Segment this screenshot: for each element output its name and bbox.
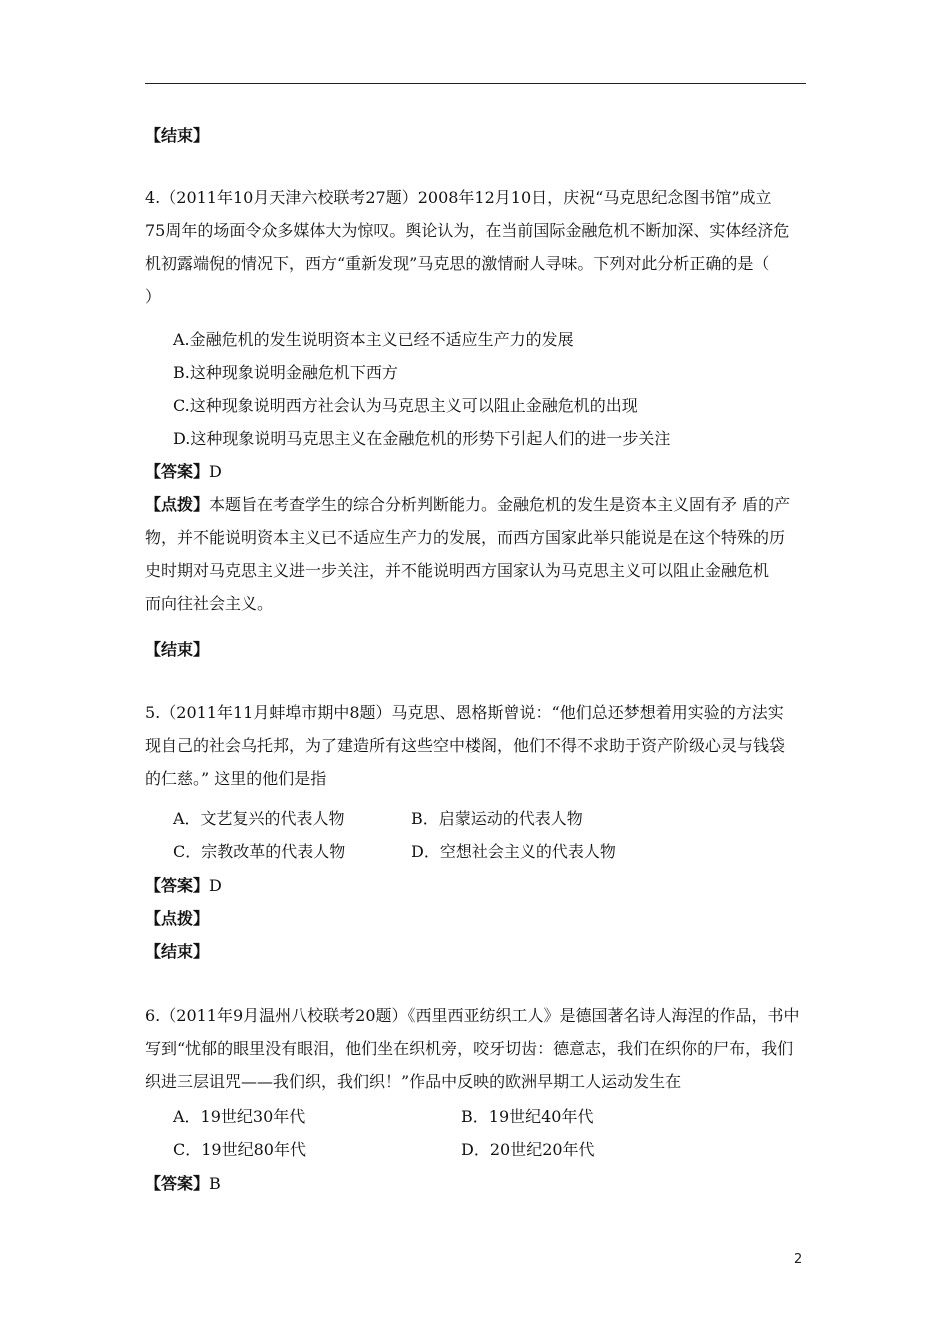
q5-stem-line-3: 的仁慈。” 这里的他们是指	[145, 769, 327, 788]
answer-value: D	[209, 462, 222, 481]
q4-stem-line-1: 4.（2011年10月天津六校联考27题）2008年12月10日，庆祝“马克思纪念图书馆”成立	[145, 188, 772, 207]
q5-stem-line-1: 5.（2011年11月蚌埠市期中8题）马克思、恩格斯曾说：“他们总还梦想着用实验的方法实	[145, 703, 784, 722]
q6-option-a: A．19世纪30年代	[173, 1107, 306, 1126]
q5-answer	[145, 876, 222, 896]
hint-label: 【点拨】	[145, 495, 210, 514]
q4-hint-line-1	[145, 495, 790, 515]
q4-hint-line-4: 而向往社会主义。	[145, 594, 274, 613]
q6-stem-line-3: 织进三层诅咒——我们织，我们织！”作品中反映的欧洲早期工人运动发生在	[145, 1072, 682, 1091]
q4-stem-line-2: 75周年的场面令众多媒体大为惊叹。舆论认为，在当前国际金融危机不断加深、实体经济危	[145, 221, 790, 240]
q4-hint-line-2: 物，并不能说明资本主义已不适应生产力的发展，而西方国家此举只能说是在这个特殊的历	[145, 528, 786, 547]
q5-option-b: B．启蒙运动的代表人物	[411, 809, 583, 828]
q4-stem-line-3: 机初露端倪的情况下，西方“重新发现”马克思的激情耐人寻味。下列对此分析正确的是（	[145, 254, 770, 273]
q5-stem-line-2: 现自己的社会乌托邦，为了建造所有这些空中楼阁，他们不得不求助于资产阶级心灵与钱袋	[145, 736, 786, 755]
answer-value: B	[209, 1174, 221, 1193]
q6-stem-line-1: 6.（2011年9月温州八校联考20题）《西里西亚纺织工人》是德国著名诗人海涅的作品，书中	[145, 1006, 800, 1025]
q6-option-c: C．19世纪80年代	[173, 1140, 306, 1159]
header-rule	[145, 83, 806, 84]
end-label: 【结束】	[145, 126, 210, 145]
q4-option-a: A.金融危机的发生说明资本主义已经不适应生产力的发展	[173, 330, 574, 349]
q5-end-label: 【结束】	[145, 942, 210, 961]
q6-option-b: B．19世纪40年代	[461, 1107, 594, 1126]
answer-label: 【答案】	[145, 462, 210, 481]
answer-label: 【答案】	[145, 876, 210, 895]
q4-option-c: C.这种现象说明西方社会认为马克思主义可以阻止金融危机的出现	[173, 396, 638, 415]
q6-option-d: D．20世纪20年代	[461, 1140, 595, 1159]
q5-option-c: C．宗教改革的代表人物	[173, 842, 346, 861]
q4-hint-line-3: 史时期对马克思主义进一步关注，并不能说明西方国家认为马克思主义可以阻止金融危机	[145, 561, 770, 580]
q4-option-b: B.这种现象说明金融危机下西方	[173, 363, 398, 382]
q4-end-label: 【结束】	[145, 640, 210, 659]
q5-option-a: A．文艺复兴的代表人物	[173, 809, 345, 828]
q6-stem-line-2: 写到“忧郁的眼里没有眼泪，他们坐在织机旁，咬牙切齿：德意志，我们在织你的尸布，我们	[145, 1039, 794, 1058]
hint-text: 本题旨在考查学生的综合分析判断能力。金融危机的发生是资本主义固有矛 盾的产	[209, 495, 791, 514]
q4-stem-line-4: ）	[145, 287, 162, 306]
answer-label: 【答案】	[145, 1174, 210, 1193]
q4-answer	[145, 462, 222, 482]
q6-answer	[145, 1174, 221, 1194]
q5-hint-label: 【点拨】	[145, 909, 210, 928]
q5-option-d: D．空想社会主义的代表人物	[411, 842, 616, 861]
q4-option-d: D.这种现象说明马克思主义在金融危机的形势下引起人们的进一步关注	[173, 429, 671, 448]
answer-value: D	[209, 876, 222, 895]
page-number: 2	[794, 1252, 803, 1267]
